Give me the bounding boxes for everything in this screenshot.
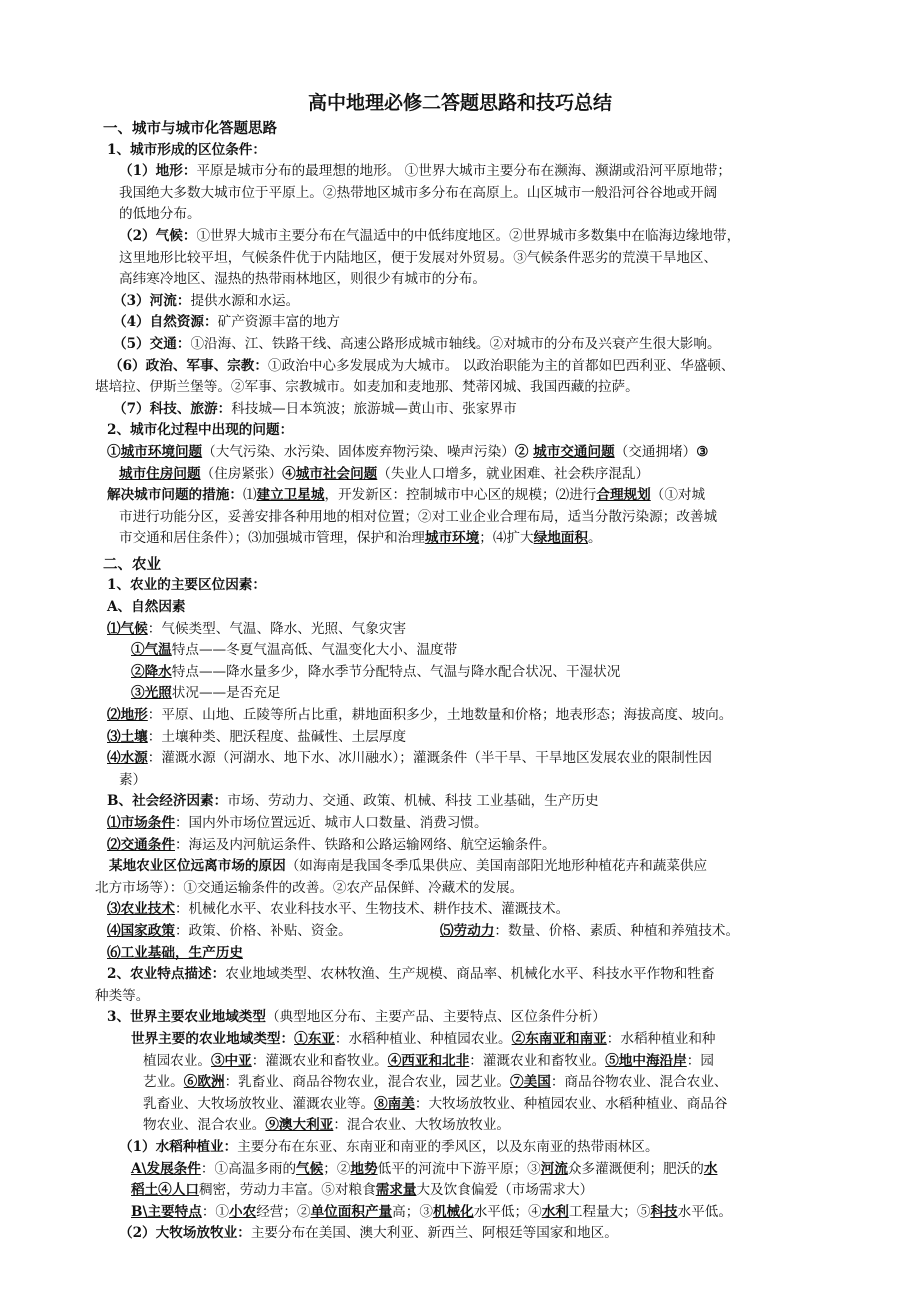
- bold-label: （2）大牧场放牧业：: [119, 1225, 251, 1242]
- key-term: ⑵地形: [107, 707, 148, 724]
- bold-label: 1、农业的主要区位因素：: [107, 577, 266, 594]
- text-run: ：灌溉农业和畜牧业。: [251, 1052, 388, 1069]
- key-term: ⑷国家政策: [107, 922, 175, 939]
- text-line: [95, 619, 840, 641]
- text-run: （失业人口增多，就业困难、社会秩序混乱）: [377, 465, 650, 482]
- key-term: 水: [703, 1160, 718, 1177]
- text-line: [95, 640, 840, 662]
- text-run: ：商品谷物农业、混合农业、: [550, 1074, 728, 1091]
- text-run: ：①: [201, 1203, 230, 1220]
- text-run: 大及饮食偏爱（市场需求大）: [416, 1182, 594, 1199]
- text-line: [95, 921, 840, 943]
- text-run: ：国内外市场位置远近、城市人口数量、消费习惯。: [174, 815, 488, 831]
- text-run: ；②: [323, 1160, 351, 1177]
- text-run: ：①高温多雨的: [200, 1160, 297, 1177]
- bold-label: （1）地形：: [119, 163, 197, 180]
- text-run: ：水稻种植业、种植园农业。: [334, 1030, 512, 1047]
- text-line: [95, 662, 840, 684]
- text-line: [95, 899, 840, 921]
- key-term: B\主要特点: [131, 1203, 202, 1220]
- bold-label: ②: [514, 443, 534, 460]
- text-line: [95, 269, 840, 291]
- bold-label: （3）河流：: [113, 292, 191, 309]
- text-run: ①世界大城市主要分布在气温适中的中低纬度地区。②世界城市多数集中在临海边缘地带，: [196, 227, 741, 244]
- text-run: 植园农业。: [143, 1052, 211, 1069]
- text-run: 。: [587, 530, 602, 547]
- text-line: [95, 204, 840, 226]
- key-term: ⑹工业基础，生产历史: [107, 944, 243, 961]
- key-term: ⑥欧洲: [183, 1074, 225, 1091]
- text-run: ，开发新区：控制城市中心区的规模；⑵进行: [324, 487, 597, 504]
- key-term: ⑨澳大利亚: [265, 1117, 334, 1134]
- text-line: [95, 597, 840, 619]
- text-run: ：乳畜业、商品谷物农业，混合农业，园艺业。: [224, 1074, 511, 1091]
- bold-label: （5）交通：: [113, 335, 191, 352]
- text-run: 的低地分布。: [119, 206, 201, 223]
- bold-label: （2）气候：: [119, 227, 197, 244]
- key-term: 城市环境: [424, 530, 480, 547]
- key-term: 河流: [540, 1160, 568, 1177]
- text-run: 艺业。: [143, 1074, 184, 1091]
- text-line: [95, 791, 840, 813]
- text-line: [95, 1094, 840, 1116]
- text-line: [95, 878, 840, 900]
- text-run: ：政策、价格、补贴、资金。: [174, 922, 345, 939]
- key-term: 城市环境问题: [120, 443, 203, 460]
- text-line: [95, 683, 840, 705]
- key-term: 稻土④人口: [131, 1182, 199, 1199]
- text-run: [345, 923, 440, 939]
- text-run: 水平低。: [677, 1203, 732, 1220]
- text-line: [95, 399, 840, 421]
- text-line: [95, 248, 840, 270]
- text-line: [95, 1180, 840, 1202]
- bold-label: ③: [696, 443, 709, 460]
- bold-label: ④: [282, 465, 296, 482]
- bold-label: 一、城市与城市化答题思路: [103, 120, 277, 137]
- text-run: ：灌溉水源（河湖水、地下水、冰川融水）；灌溉条件（半干旱、干旱地区发展农业的限制性因: [147, 750, 712, 767]
- bold-label: 2、农业特点描述：: [107, 966, 226, 983]
- section-heading: [95, 554, 840, 576]
- text-line: [95, 770, 840, 792]
- text-line: [95, 1072, 840, 1094]
- text-line: [95, 727, 840, 749]
- bold-label: （6）政治、军事、宗教：: [109, 357, 268, 374]
- text-run: ：气候类型、气温、降水、光照、气象灾害: [147, 620, 407, 637]
- text-run: 农业地域类型、农林牧渔、生产规模、商品率、机械化水平、科技水平作物和牲畜: [225, 966, 715, 983]
- text-run: ：水稻种植业和种: [606, 1030, 716, 1047]
- text-line: [95, 1137, 840, 1159]
- bold-label: A、自然因素: [107, 599, 186, 616]
- text-run: ：数量、价格、素质、种植和养殖技术。: [494, 922, 740, 939]
- key-term: A\发展条件: [131, 1160, 201, 1177]
- text-run: （典型地区分布、主要产品、主要特点、区位条件分析）: [266, 1009, 606, 1026]
- text-run: 工程量大；⑤: [568, 1203, 651, 1220]
- text-run: 稠密，劳动力丰富。⑤对粮食: [198, 1182, 376, 1199]
- key-term: ⑵交通条件: [107, 836, 175, 853]
- text-run: 素）: [119, 771, 147, 788]
- document-body: [95, 118, 840, 1245]
- text-run: 物农业、混合农业。: [143, 1117, 266, 1134]
- text-run: 众多灌溉便利；肥沃的: [567, 1160, 704, 1177]
- text-run: ：平原、山地、丘陵等所占比重，耕地面积多少，土地数量和价格；地表形态；海拔高度、坡向。: [147, 707, 733, 724]
- text-line: [95, 161, 840, 183]
- key-term: 水利: [541, 1203, 569, 1220]
- text-run: 这里地形比较平坦，气候条件优于内陆地区，便于发展对外贸易。③气候条件恶劣的荒漠干旱地区、: [119, 249, 718, 266]
- text-run: 水平低；④: [473, 1203, 542, 1220]
- text-line: [95, 140, 840, 162]
- text-run: 特点——降水量多少，降水季节分配特点、气温与降水配合状况、干湿状况: [171, 663, 621, 680]
- text-line: [95, 1051, 840, 1073]
- text-line: [95, 748, 840, 770]
- text-run: ；⑷扩大: [479, 530, 534, 547]
- key-term: 城市住房问题: [119, 465, 201, 482]
- text-line: [95, 856, 840, 878]
- text-run: ：大牧场放牧业、种植园农业、水稻种植业、商品谷: [414, 1095, 728, 1112]
- text-line: [95, 986, 840, 1008]
- bold-label: 二、农业: [103, 555, 161, 573]
- text-line: [95, 813, 840, 835]
- text-run: （如海南是我国冬季瓜果供应、美国南部阳光地形种植花卉和蔬菜供应: [285, 858, 708, 875]
- text-line: [95, 226, 840, 248]
- key-term: ⑴气候: [107, 620, 148, 637]
- key-term: 需求量: [375, 1182, 417, 1199]
- key-term: ①东亚: [294, 1030, 335, 1047]
- text-run: 科技城—日本筑波；旅游城—黄山市、张家界市: [231, 400, 517, 417]
- bold-label: （1）水稻种植业：: [119, 1138, 238, 1155]
- key-term: ⑷水源: [107, 750, 148, 767]
- text-line: [95, 312, 840, 334]
- text-line: [95, 1029, 840, 1051]
- text-run: （交通拥堵）: [614, 443, 697, 460]
- text-run: 矿产资源丰富的地方: [217, 314, 340, 331]
- text-run: 乳畜业、大牧场放牧业、灌溉农业等。: [143, 1095, 375, 1112]
- text-line: [95, 485, 840, 507]
- section-heading: [95, 118, 840, 140]
- key-term: ②东南亚和南亚: [511, 1030, 607, 1047]
- key-term: ⑧南美: [374, 1095, 415, 1112]
- key-term: ②降水: [131, 663, 172, 680]
- text-line: [95, 442, 840, 464]
- text-line: [95, 1159, 840, 1181]
- key-term: ⑶农业技术: [107, 901, 175, 918]
- text-run: 主要分布在美国、澳大利亚、新西兰、阿根廷等国家和地区。: [250, 1225, 618, 1242]
- bold-label: （7）科技、旅游：: [113, 400, 232, 417]
- text-line: [95, 528, 840, 550]
- text-run: 种类等。: [95, 987, 150, 1004]
- text-run: 我国绝大多数大城市位于平原上。②热带地区城市多分布在高原上。山区城市一般沿河谷谷地或开阔: [119, 184, 718, 201]
- text-line: [95, 1007, 840, 1029]
- key-term: 城市交通问题: [533, 443, 615, 460]
- text-line: [95, 356, 840, 378]
- key-term: ③光照: [131, 685, 172, 702]
- text-line: [95, 835, 840, 857]
- bold-label: 世界主要的农业地域类型：: [131, 1030, 295, 1047]
- text-line: [95, 1115, 840, 1137]
- key-term: 地势: [350, 1160, 378, 1177]
- text-line: [95, 464, 840, 486]
- key-term: ⑶土壤: [107, 728, 148, 745]
- text-line: [95, 291, 840, 313]
- text-run: 提供水源和水运。: [190, 292, 300, 309]
- text-run: 市场、劳动力、交通、政策、机械、科技 工业基础，生产历史: [227, 793, 599, 810]
- text-run: ：机械化水平、农业科技水平、生物技术、耕作技术、灌溉技术。: [174, 901, 570, 918]
- page-title: 高中地理必修二答题思路和技巧总结: [307, 92, 612, 114]
- text-run: 高纬寒冷地区、湿热的热带雨林地区，则很少有城市的分布。: [119, 271, 487, 288]
- key-term: ①气温: [131, 642, 172, 659]
- text-line: [95, 1202, 840, 1224]
- text-run: ①政治中心多发展成为大城市。 以政治职能为主的首都如巴西利亚、华盛顿、: [268, 357, 735, 374]
- text-line: [95, 705, 840, 727]
- text-line: [95, 420, 840, 442]
- text-run: 特点——冬夏气温高低、气温变化大小、温度带: [171, 642, 458, 659]
- key-term: 建立卫星城: [256, 487, 325, 504]
- text-run: ⑴: [242, 487, 257, 504]
- text-line: [95, 377, 840, 399]
- key-term: ④西亚和北非: [387, 1052, 470, 1069]
- key-term: 机械化: [432, 1203, 474, 1220]
- key-term: 科技: [650, 1203, 678, 1220]
- key-term: ⑤地中海沿岸: [605, 1052, 687, 1069]
- bold-label: 3、世界主要农业地域类型: [107, 1009, 266, 1026]
- text-run: ：海运及内河航运条件、铁路和公路运输网络、航空运输条件。: [174, 836, 556, 853]
- bold-label: 解决城市问题的措施：: [107, 487, 243, 504]
- key-term: ⑴市场条件: [107, 815, 175, 831]
- text-line: [95, 183, 840, 205]
- text-run: ：灌溉农业和畜牧业。: [469, 1052, 606, 1069]
- text-line: [95, 943, 840, 965]
- bold-label: 1、城市形成的区位条件：: [107, 141, 266, 158]
- text-line: [95, 507, 840, 529]
- text-run: 状况——是否充足: [171, 685, 281, 702]
- text-run: 北方市场等）：①交通运输条件的改善。②农产品保鲜、冷藏术的发展。: [95, 879, 524, 896]
- text-run: 市进行功能分区，妥善安排各种用地的相对位置；②对工业企业合理布局，适当分散污染源；改善城: [119, 508, 718, 525]
- text-run: ：混合农业、大牧场放牧业。: [333, 1117, 511, 1134]
- text-line: [95, 575, 840, 597]
- bold-label: 2、城市化过程中出现的问题：: [107, 422, 294, 439]
- text-run: （①对城: [650, 487, 706, 504]
- key-term: ⑦美国: [510, 1074, 551, 1091]
- key-term: 小农: [229, 1203, 257, 1220]
- key-term: 单位面积产量: [310, 1203, 393, 1220]
- text-run: ：土壤种类、肥沃程度、盐碱性、土层厚度: [147, 728, 407, 745]
- bold-label: B、社会经济因素：: [107, 793, 228, 810]
- key-term: 合理规划: [596, 487, 651, 504]
- text-run: （住房紧张）: [200, 465, 283, 482]
- key-term: ③中亚: [210, 1052, 252, 1069]
- key-term: 城市社会问题: [295, 465, 378, 482]
- text-run: 主要分布在东亚、东南亚和南亚的季风区，以及东南亚的热带雨林区。: [237, 1138, 659, 1155]
- text-run: 市交通和居住条件）；⑶加强城市管理，保护和治理: [119, 530, 425, 547]
- text-run: 堪培拉、伊斯兰堡等。②军事、宗教城市。如麦加和麦地那、梵蒂冈城、我国西藏的拉萨。: [95, 379, 639, 396]
- text-line: [95, 334, 840, 356]
- bold-label: （4）自然资源：: [113, 314, 218, 331]
- text-run: 平原是城市分布的最理想的地形。 ①世界大城市主要分布在濒海、濒湖或沿河平原地带；: [196, 163, 731, 180]
- text-run: 低平的河流中下游平原；③: [377, 1160, 541, 1177]
- key-term: 绿地面积: [533, 530, 588, 547]
- bold-label: ①: [107, 443, 121, 460]
- text-run: 经营；②: [256, 1203, 311, 1220]
- text-run: ：园: [686, 1052, 714, 1069]
- key-term: 气候: [296, 1160, 324, 1177]
- key-term: ⑸劳动力: [440, 922, 495, 939]
- text-run: （大气污染、水污染、固体废弃物污染、噪声污染）: [202, 443, 515, 460]
- text-line: [95, 1223, 840, 1245]
- bold-label: 某地农业区位远离市场的原因: [109, 858, 286, 875]
- text-run: ①沿海、江、铁路干线、高速公路形成城市轴线。②对城市的分布及兴衰产生很大影响。: [190, 335, 721, 352]
- text-line: [95, 964, 840, 986]
- text-run: 高；③: [392, 1203, 433, 1220]
